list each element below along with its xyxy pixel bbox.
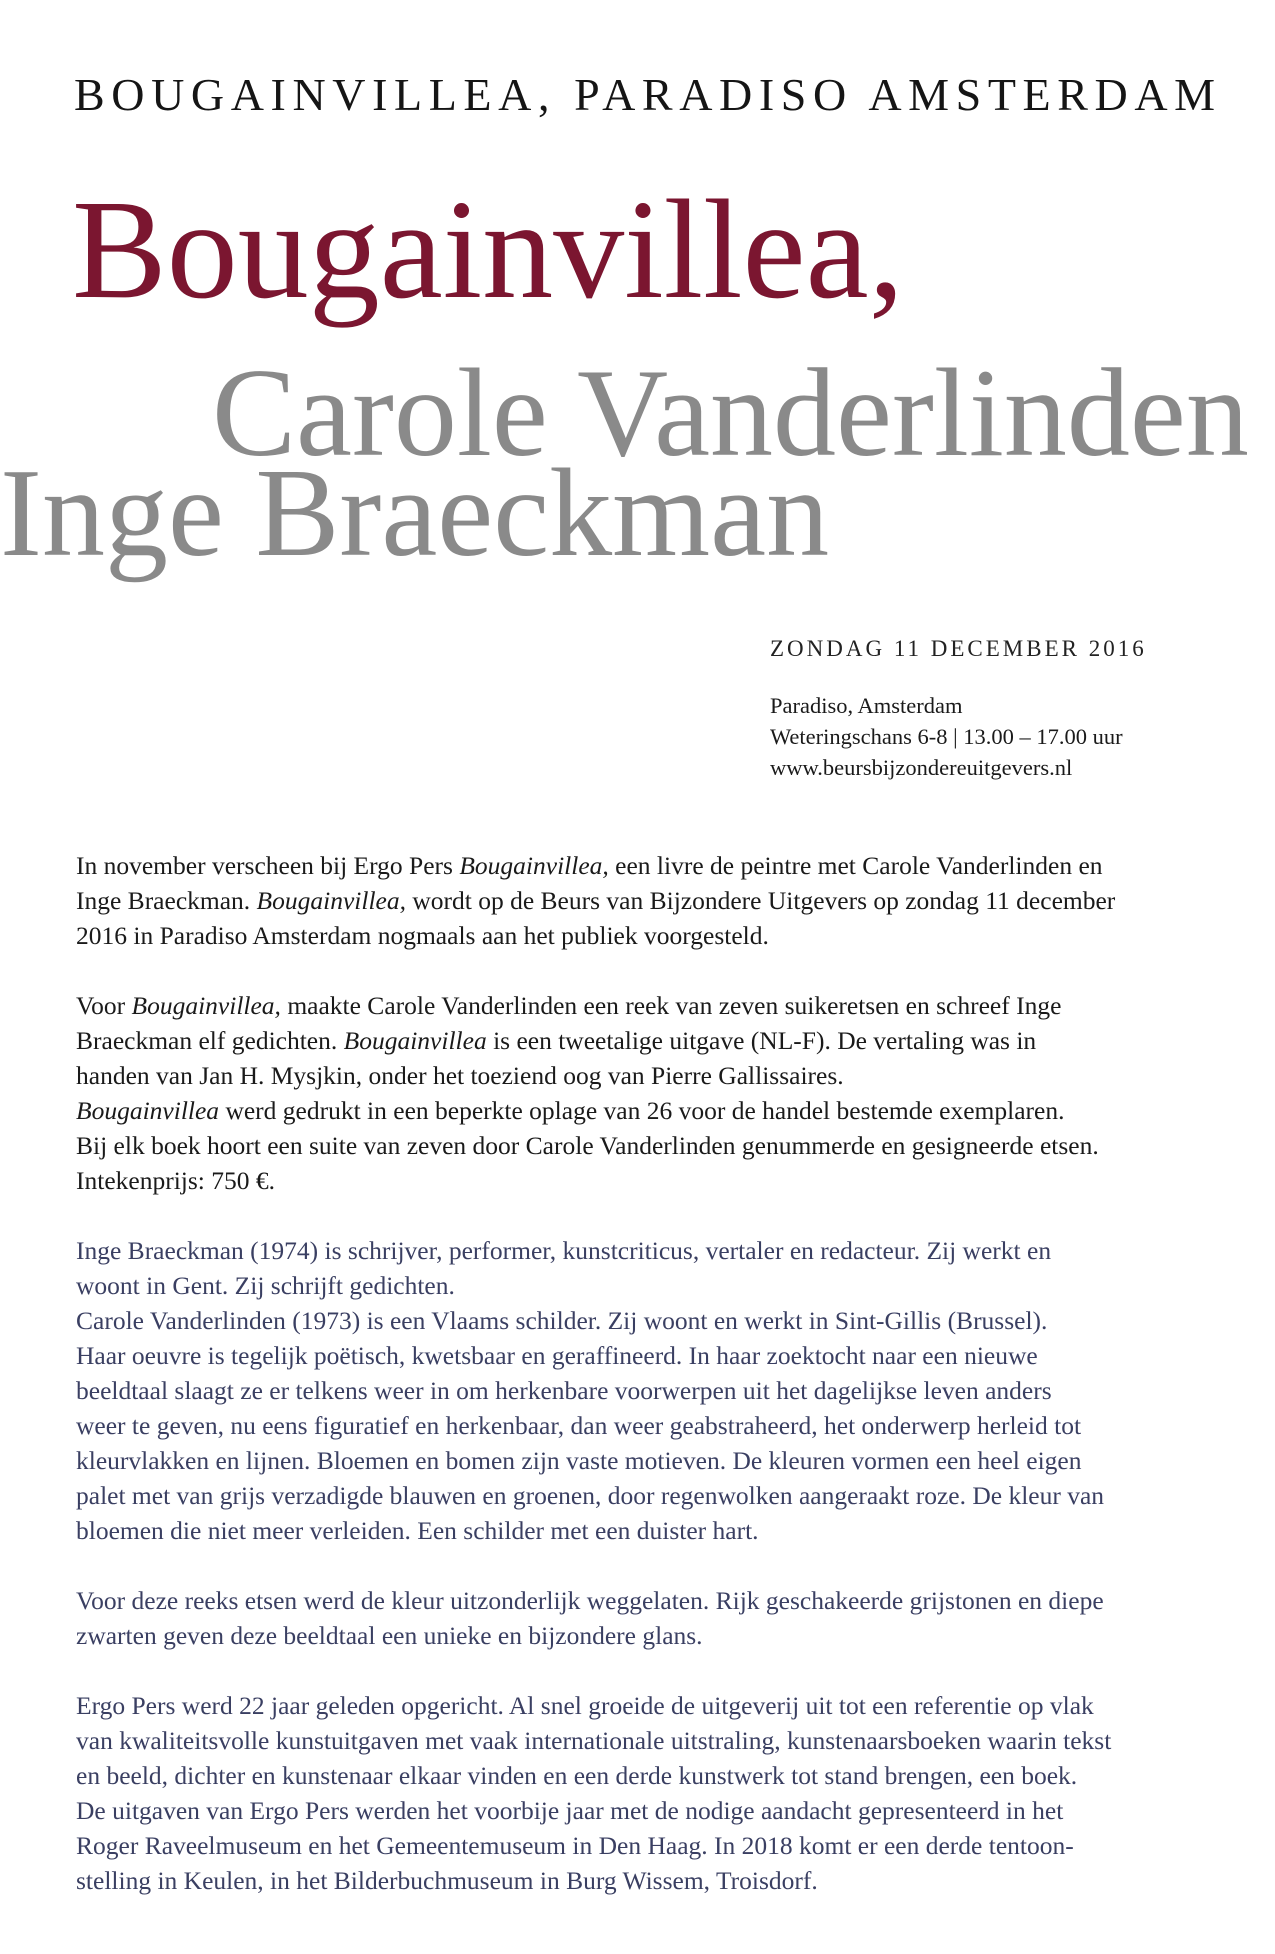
event-details (770, 690, 1250, 783)
text-span: werd gedrukt in een beperkte oplage van 26 voor de handel bestemde exemplaren. (219, 1096, 1065, 1125)
text-line: bloemen die niet meer verleiden. Een schilder met een duister hart. (76, 1516, 759, 1545)
book-title: Bougainvillea, (459, 851, 609, 880)
text-span: Inge Braeckman. (76, 886, 257, 915)
text-span: is een tweetalige uitgave (NL-F). De vertaling was in (486, 1026, 1037, 1055)
paragraph-bio (76, 1233, 1216, 1548)
text-line (76, 988, 1216, 1023)
article-body (76, 848, 1216, 1933)
text-line: van kwaliteitsvolle kunstuitgaven met vaak internationale uitstraling, kunstenaarsboeken waarin tekst (76, 1726, 1112, 1755)
text-line: Roger Raveelmuseum en het Gemeentemuseum in Den Haag. In 2018 komt er een derde tentoon- (76, 1831, 1074, 1860)
text-span: Braeckman elf gedichten. (76, 1026, 344, 1055)
text-line: Ergo Pers werd 22 jaar geleden opgericht. Al snel groeide de uitgeverij uit tot een referentie op vlak (76, 1691, 1094, 1720)
page-title: Bougainvillea, (72, 170, 905, 328)
event-date: ZONDAG 11 DECEMBER 2016 (770, 636, 1147, 661)
text-line: Carole Vanderlinden (1973) is een Vlaams schilder. Zij woont en werkt in Sint-Gillis (Brussel). (76, 1306, 1048, 1335)
text-line: Intekenprijs: 750 €. (76, 1166, 276, 1195)
artist-name-inge: Inge Braeckman (0, 444, 830, 583)
text-line: De uitgaven van Ergo Pers werden het voorbije jaar met de nodige aandacht gepresenteerd in het (76, 1796, 1064, 1825)
event-info (770, 636, 1250, 783)
paragraph-intro (76, 848, 1216, 953)
book-title: Bougainvillea, (131, 991, 281, 1020)
text-line: stelling in Keulen, in het Bilderbuchmuseum in Burg Wissem, Troisdorf. (76, 1866, 818, 1895)
text-line: Inge Braeckman (1974) is schrijver, performer, kunstcriticus, vertaler en redacteur. Zij werkt en (76, 1236, 1052, 1265)
text-span: een livre de peintre met Carole Vanderlinden en (608, 851, 1103, 880)
book-title: Bougainvillea (76, 1096, 220, 1125)
text-line: Haar oeuvre is tegelijk poëtisch, kwetsbaar en geraffineerd. In haar zoektocht naar een nieuwe (76, 1341, 1038, 1370)
book-title: Bougainvillea, (256, 886, 406, 915)
text-line: weer te geven, nu eens figuratief en herkenbaar, dan weer geabstraheerd, het onderwerp herleid tot (76, 1411, 1082, 1440)
text-line: zwarten geven deze beeldtaal een unieke en bijzondere glans. (76, 1621, 703, 1650)
paragraph-book-details (76, 988, 1216, 1198)
event-venue: Paradiso, Amsterdam (770, 693, 963, 718)
text-line: 2016 in Paradiso Amsterdam nogmaals aan het publiek voorgesteld. (76, 921, 769, 950)
text-line (76, 1093, 1216, 1128)
text-span: wordt op de Beurs van Bijzondere Uitgevers op zondag 11 december (405, 886, 1116, 915)
text-line: palet met van grijs verzadigde blauwen en groenen, door regenwolken aangeraakt roze. De kleur van (76, 1481, 1105, 1510)
text-span: In november verscheen bij Ergo Pers (76, 851, 460, 880)
text-line: Bij elk boek hoort een suite van zeven door Carole Vanderlinden genummerde en gesigneerde etsen. (76, 1131, 1099, 1160)
text-line (76, 883, 1216, 918)
text-line: Voor deze reeks etsen werd de kleur uitzonderlijk weggelaten. Rijk geschakeerde grijstonen en diepe (76, 1586, 1104, 1615)
paragraph-etchings (76, 1583, 1216, 1653)
text-line: woont in Gent. Zij schrijft gedichten. (76, 1271, 455, 1300)
text-span: maakte Carole Vanderlinden een reek van zeven suikeretsen en schreef Inge (280, 991, 1062, 1020)
text-line: handen van Jan H. Mysjkin, onder het toeziend oog van Pierre Gallissaires. (76, 1061, 844, 1090)
paragraph-publisher (76, 1688, 1216, 1898)
event-website-link[interactable]: www.beursbijzondereuitgevers.nl (770, 755, 1073, 780)
text-line (76, 1023, 1216, 1058)
text-span: Voor (76, 991, 132, 1020)
text-line: en beeld, dichter en kunstenaar elkaar vinden en een derde kunstwerk tot stand brengen, een boek. (76, 1761, 1078, 1790)
text-line: kleurvlakken en lijnen. Bloemen en bomen zijn vaste motieven. De kleuren vormen een heel eigen (76, 1446, 1082, 1475)
text-line (76, 848, 1216, 883)
artist-name-carole: Carole Vanderlinden (212, 344, 1249, 483)
page-kicker: BOUGAINVILLEA, PARADISO AMSTERDAM (74, 69, 1222, 120)
event-address-time: Weteringschans 6-8 | 13.00 – 17.00 uur (770, 724, 1123, 749)
book-title: Bougainvillea (343, 1026, 487, 1055)
text-line: beeldtaal slaagt ze er telkens weer in om herkenbare voorwerpen uit het dagelijkse leven anders (76, 1376, 1052, 1405)
